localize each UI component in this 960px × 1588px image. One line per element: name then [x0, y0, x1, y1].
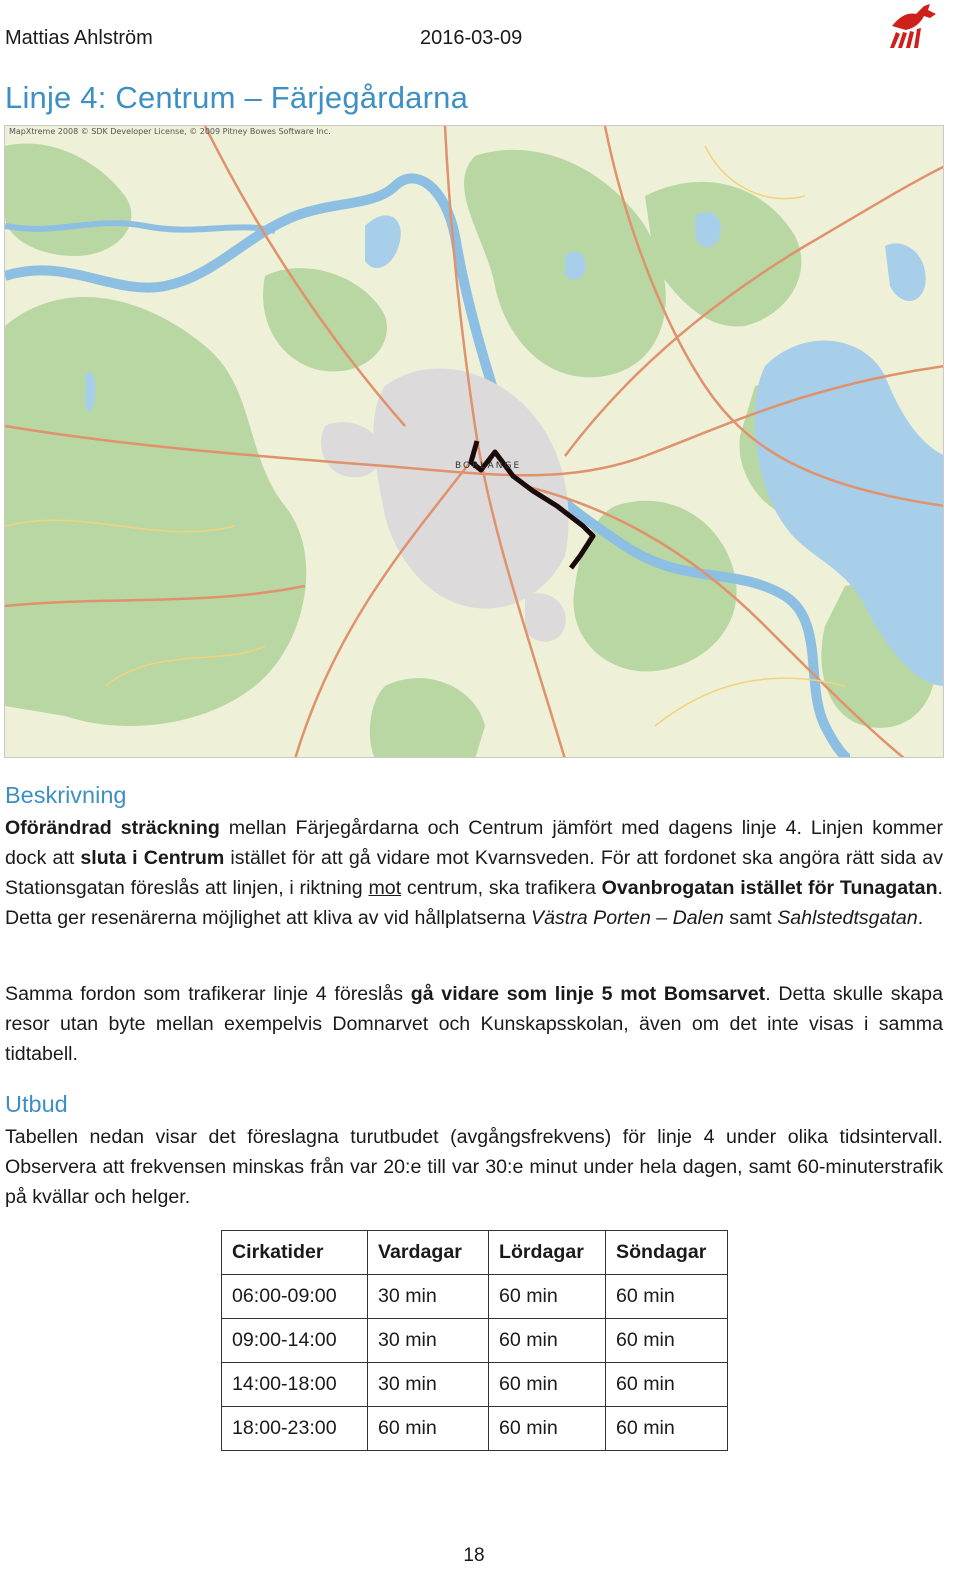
table-row [222, 1363, 728, 1407]
table-cell: 60 min [489, 1275, 606, 1319]
table-cell: 09:00-14:00 [222, 1319, 368, 1363]
table-cell: 60 min [489, 1319, 606, 1363]
header-date: 2016-03-09 [420, 27, 523, 49]
text-run: centrum, ska trafikera [401, 877, 602, 899]
table-cell: 14:00-18:00 [222, 1363, 368, 1407]
page-title: Linje 4: Centrum – Färjegårdarna [5, 80, 469, 115]
table-row [222, 1407, 728, 1451]
text-run: Västra Porten – Dalen [531, 907, 724, 929]
table-cell: 30 min [368, 1363, 489, 1407]
map-city-label: BORLÄNGE [455, 461, 522, 471]
table-header-cell: Söndagar [606, 1231, 728, 1275]
beskrivning-paragraph-2 [5, 979, 943, 1069]
table-cell: 30 min [368, 1275, 489, 1319]
text-run: . [917, 907, 924, 929]
text-run: istället för att gå vidare mot Kvarnsveden. För att fordonet ska angöra rätt sida av Stationsgatan föreslås att linjen, i riktning [5, 847, 943, 899]
text-run: Ovanbrogatan istället för Tunagatan [601, 877, 938, 899]
header-author: Mattias Ahlström [5, 27, 153, 49]
map-copyright: MapXtreme 2008 © SDK Developer License, © 2009 Pitney Bowes Software Inc. [9, 127, 331, 136]
table-header-cell: Vardagar [368, 1231, 489, 1275]
text-run: Tabellen nedan visar det föreslagna turutbudet (avgångsfrekvens) för linje 4 under olika tidsintervall. Observera att frekvensen minskas från var 20:e till var 30:e minut under hela dagen, samt 60-minuterstrafik på kvällar och helger. [5, 1126, 943, 1208]
table-row [222, 1319, 728, 1363]
text-run: sluta i Centrum [80, 847, 225, 869]
table-header-cell: Lördagar [489, 1231, 606, 1275]
text-run: mellan Färjegårdarna och Centrum jämfört med dagens linje 4. Linjen kommer dock att [5, 817, 943, 869]
table-cell: 18:00-23:00 [222, 1407, 368, 1451]
timetable [221, 1230, 728, 1451]
text-run: mot [368, 877, 402, 899]
table-cell: 60 min [606, 1319, 728, 1363]
utbud-paragraph [5, 1122, 943, 1212]
page-number: 18 [463, 1545, 485, 1566]
text-run: Sahlstedtsgatan [777, 907, 918, 929]
table-cell: 60 min [368, 1407, 489, 1451]
text-run: samt [723, 907, 778, 929]
table-cell: 60 min [606, 1275, 728, 1319]
beskrivning-paragraph-1 [5, 813, 943, 933]
text-run: Oförändrad sträckning [5, 817, 220, 839]
map-canvas [5, 126, 944, 758]
table-cell: 60 min [489, 1363, 606, 1407]
horse-logo-icon [886, 2, 938, 50]
table-cell: 60 min [606, 1407, 728, 1451]
text-run: gå vidare som linje 5 mot Bomsarvet [410, 983, 766, 1005]
table-row [222, 1275, 728, 1319]
table-cell: 30 min [368, 1319, 489, 1363]
text-run: . Detta ger resenärerna möjlighet att kliva av vid hållplatserna [5, 877, 943, 929]
text-run: Samma fordon som trafikerar linje 4 föreslås [5, 983, 411, 1005]
table-header-row [222, 1231, 728, 1275]
table-cell: 60 min [606, 1363, 728, 1407]
section-heading-beskrivning: Beskrivning [5, 782, 127, 808]
text-run: . Detta skulle skapa resor utan byte mellan exempelvis Domnarvet och Kunskapsskolan, även om det inte visas i samma tidtabell. [5, 983, 943, 1065]
table-cell: 60 min [489, 1407, 606, 1451]
section-heading-utbud: Utbud [5, 1091, 68, 1117]
table-header-cell: Cirkatider [222, 1231, 368, 1275]
table-cell: 06:00-09:00 [222, 1275, 368, 1319]
route-map [4, 125, 944, 758]
